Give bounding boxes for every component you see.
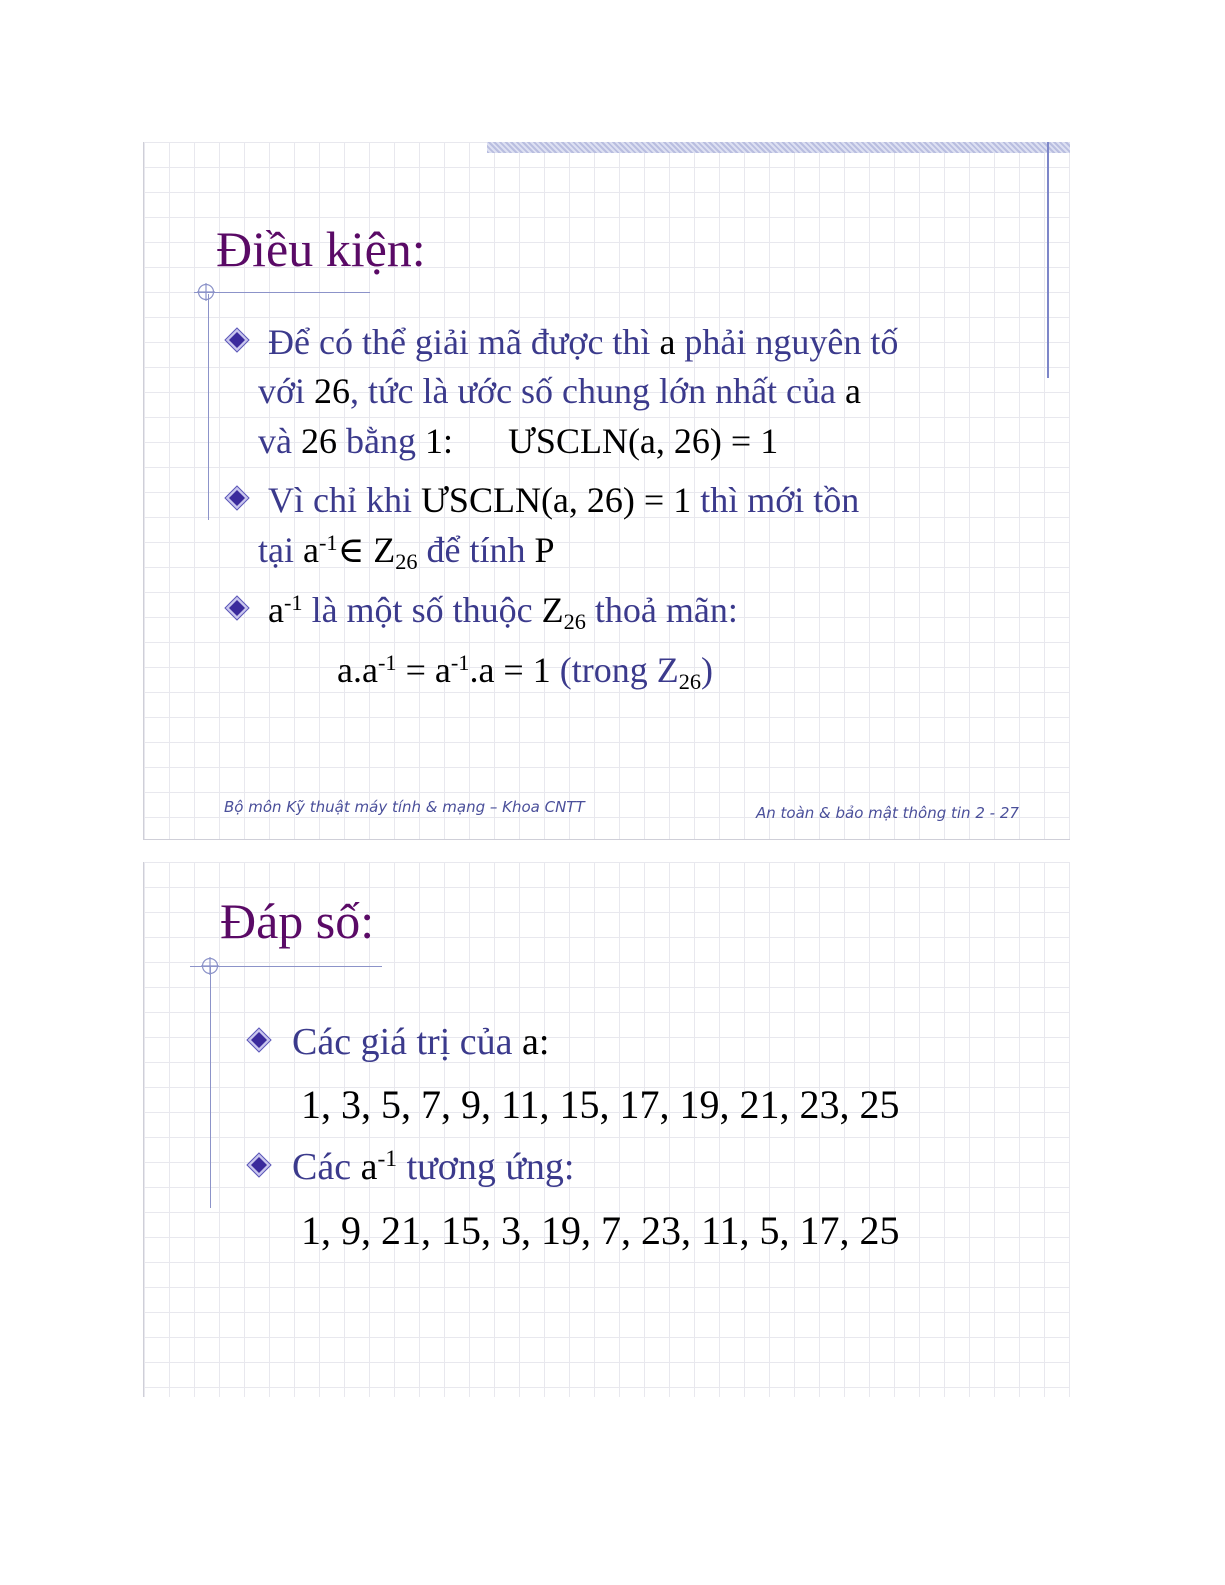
diamond-bullet-icon xyxy=(224,595,250,621)
diamond-bullet-icon xyxy=(224,327,250,353)
slide-title: Điều kiện: xyxy=(216,221,426,277)
bullet2-line1: Vì chỉ khi ƯSCLN(a, 26) = 1 thì mới tồn xyxy=(268,480,860,520)
bullet1-line2: với 26, tức là ước số chung lớn nhất của a xyxy=(258,371,861,411)
right-accent-rule xyxy=(1047,142,1049,378)
top-decoration-band xyxy=(487,142,1070,153)
inverse-formula: $a.a^{-1} = a^{-1}.a = 1$ (trong $Z_{26}$) xyxy=(337,649,713,694)
footer-course-page: An toàn & bảo mật thông tin 2 - 27 xyxy=(756,804,1019,822)
footer-department: Bộ môn Kỹ thuật máy tính & mạng – Khoa CNTT xyxy=(224,798,585,816)
slide-dieu-kien xyxy=(143,142,1070,840)
diamond-bullet-icon xyxy=(246,1027,272,1053)
slide-title: Đáp số: xyxy=(220,893,375,949)
crosshair-icon xyxy=(197,283,215,301)
slide-dap-so xyxy=(143,862,1070,1397)
left-accent-rule xyxy=(210,966,211,1208)
title-underline xyxy=(194,292,370,293)
bullet3-line: $a^{-1}$ là một số thuộc $Z_{26}$ thoả mãn: xyxy=(268,589,738,634)
diamond-bullet-icon xyxy=(246,1152,272,1178)
crosshair-icon xyxy=(201,957,219,975)
bullet2-line2: tại $a^{-1}\in$ $Z_{26}$ để tính P xyxy=(258,529,555,574)
bullet-inverse-values-label: Các $a^{-1}$ tương ứng: xyxy=(292,1146,575,1188)
a-values-list: 1, 3, 5, 7, 9, 11, 15, 17, 19, 21, 23, 25 xyxy=(301,1082,900,1127)
bullet-a-values-label: Các giá trị của a: xyxy=(292,1021,550,1063)
left-accent-rule xyxy=(208,294,209,520)
bullet1-line3: và 26 bằng 1: ƯSCLN(a, 26) = 1 xyxy=(258,421,779,461)
inverse-values-list: 1, 9, 21, 15, 3, 19, 7, 23, 11, 5, 17, 25 xyxy=(301,1208,900,1253)
bullet1-line1: Để có thể giải mã được thì a phải nguyên tố xyxy=(268,322,899,362)
gcd-condition: ƯSCLN(a, 26) = 1 xyxy=(507,421,779,461)
diamond-bullet-icon xyxy=(224,485,250,511)
